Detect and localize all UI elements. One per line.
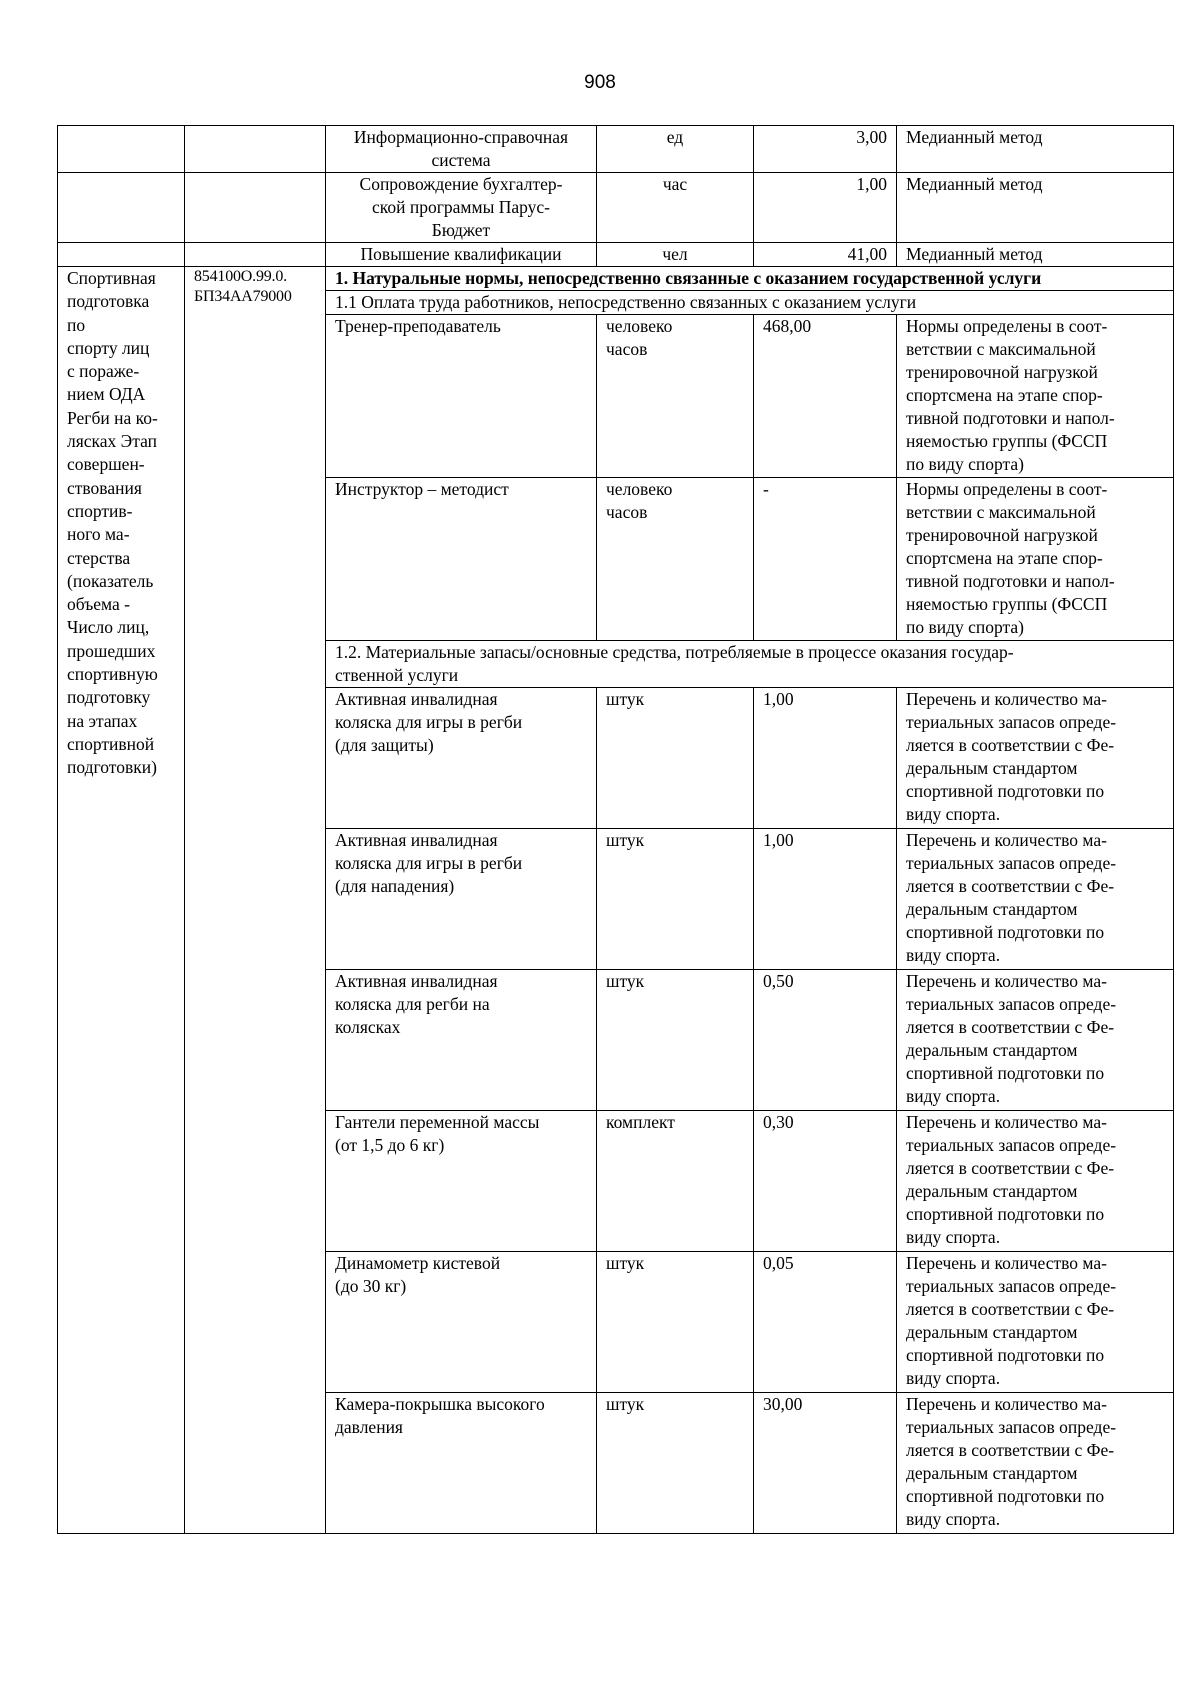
- norm-unit: час: [597, 173, 754, 243]
- table-row: [58, 267, 1174, 291]
- norm-note: Нормы определены в соот- ветствии с максимальной тренировочной нагрузкой спортсмена на этапе спор- тивной подготовки и напол- няемостью группы (ФССП по виду спорта): [897, 315, 1174, 478]
- norm-value: 41,00: [754, 243, 897, 267]
- material-value: 30,00: [754, 1393, 897, 1534]
- material-note: Перечень и количество ма- териальных запасов опреде- ляется в соответствии с Фе- деральным стандартом спортивной подготовки по виду спорта.: [897, 1252, 1174, 1393]
- material-note: Перечень и количество ма- териальных запасов опреде- ляется в соответствии с Фе- деральным стандартом спортивной подготовки по виду спорта.: [897, 688, 1174, 829]
- norm-method: Медианный метод: [897, 126, 1174, 173]
- norm-value: 1,00: [754, 173, 897, 243]
- service-name-cell: [58, 173, 185, 243]
- material-unit: штук: [597, 1252, 754, 1393]
- material-value: 0,50: [754, 970, 897, 1111]
- material-name: Гантели переменной массы (от 1,5 до 6 кг): [326, 1111, 597, 1252]
- material-unit: штук: [597, 1393, 754, 1534]
- material-note: Перечень и количество ма- териальных запасов опреде- ляется в соответствии с Фе- деральным стандартом спортивной подготовки по виду спорта.: [897, 1111, 1174, 1252]
- norm-unit: чел: [597, 243, 754, 267]
- norm-name: Тренер-преподаватель: [326, 315, 597, 478]
- page-number: 908: [584, 72, 616, 93]
- material-name: Активная инвалидная коляска для игры в регби (для нападения): [326, 829, 597, 970]
- table-row: [58, 126, 1174, 173]
- table-row: [58, 243, 1174, 267]
- material-value: 1,00: [754, 688, 897, 829]
- material-name: Динамометр кистевой (до 30 кг): [326, 1252, 597, 1393]
- norm-value: 3,00: [754, 126, 897, 173]
- norm-name: Сопровождение бухгалтер- ской программы Парус- Бюджет: [326, 173, 597, 243]
- material-note: Перечень и количество ма- териальных запасов опреде- ляется в соответствии с Фе- деральным стандартом спортивной подготовки по виду спорта.: [897, 970, 1174, 1111]
- section-1-2-title: 1.2. Материальные запасы/основные средства, потребляемые в процессе оказания государ- ственной услуги: [326, 641, 1174, 688]
- table-row: [58, 173, 1174, 243]
- norm-value: 468,00: [754, 315, 897, 478]
- service-name-cell: [58, 243, 185, 267]
- norm-unit: человеко часов: [597, 315, 754, 478]
- norm-unit: человеко часов: [597, 478, 754, 641]
- material-unit: штук: [597, 688, 754, 829]
- service-code: 854100О.99.0. БП34АА79000: [185, 267, 326, 1534]
- material-value: 0,30: [754, 1111, 897, 1252]
- norm-unit: ед: [597, 126, 754, 173]
- material-unit: комплект: [597, 1111, 754, 1252]
- material-note: Перечень и количество ма- териальных запасов опреде- ляется в соответствии с Фе- деральным стандартом спортивной подготовки по виду спорта.: [897, 1393, 1174, 1534]
- material-name: Камера-покрышка высокого давления: [326, 1393, 597, 1534]
- norm-name: Информационно-справочная система: [326, 126, 597, 173]
- section-1-title: 1. Натуральные нормы, непосредственно связанные с оказанием государственной услуги: [326, 267, 1174, 291]
- norm-name: Инструктор – методист: [326, 478, 597, 641]
- material-unit: штук: [597, 829, 754, 970]
- norm-name: Повышение квалификации: [326, 243, 597, 267]
- norms-table: [57, 125, 1174, 1534]
- norm-value: -: [754, 478, 897, 641]
- service-code-cell: [185, 173, 326, 243]
- material-unit: штук: [597, 970, 754, 1111]
- material-value: 0,05: [754, 1252, 897, 1393]
- material-name: Активная инвалидная коляска для игры в регби (для защиты): [326, 688, 597, 829]
- service-code-cell: [185, 243, 326, 267]
- material-name: Активная инвалидная коляска для регби на колясках: [326, 970, 597, 1111]
- section-1-1-title: 1.1 Оплата труда работников, непосредственно связанных с оказанием услуги: [326, 291, 1174, 315]
- service-name-cell: [58, 126, 185, 173]
- norm-method: Медианный метод: [897, 243, 1174, 267]
- material-note: Перечень и количество ма- териальных запасов опреде- ляется в соответствии с Фе- деральным стандартом спортивной подготовки по виду спорта.: [897, 829, 1174, 970]
- material-value: 1,00: [754, 829, 897, 970]
- service-name: Спортивная подготовка по спорту лиц с пораже- нием ОДА Регби на ко- лясках Этап совершен- ствования спортив- ного ма- стерства (показатель объема - Число лиц, прошедших спортивную подготовку на этапах спортивной подготовки): [58, 267, 185, 1534]
- norm-note: Нормы определены в соот- ветствии с максимальной тренировочной нагрузкой спортсмена на этапе спор- тивной подготовки и напол- няемостью группы (ФССП по виду спорта): [897, 478, 1174, 641]
- service-code-cell: [185, 126, 326, 173]
- norm-method: Медианный метод: [897, 173, 1174, 243]
